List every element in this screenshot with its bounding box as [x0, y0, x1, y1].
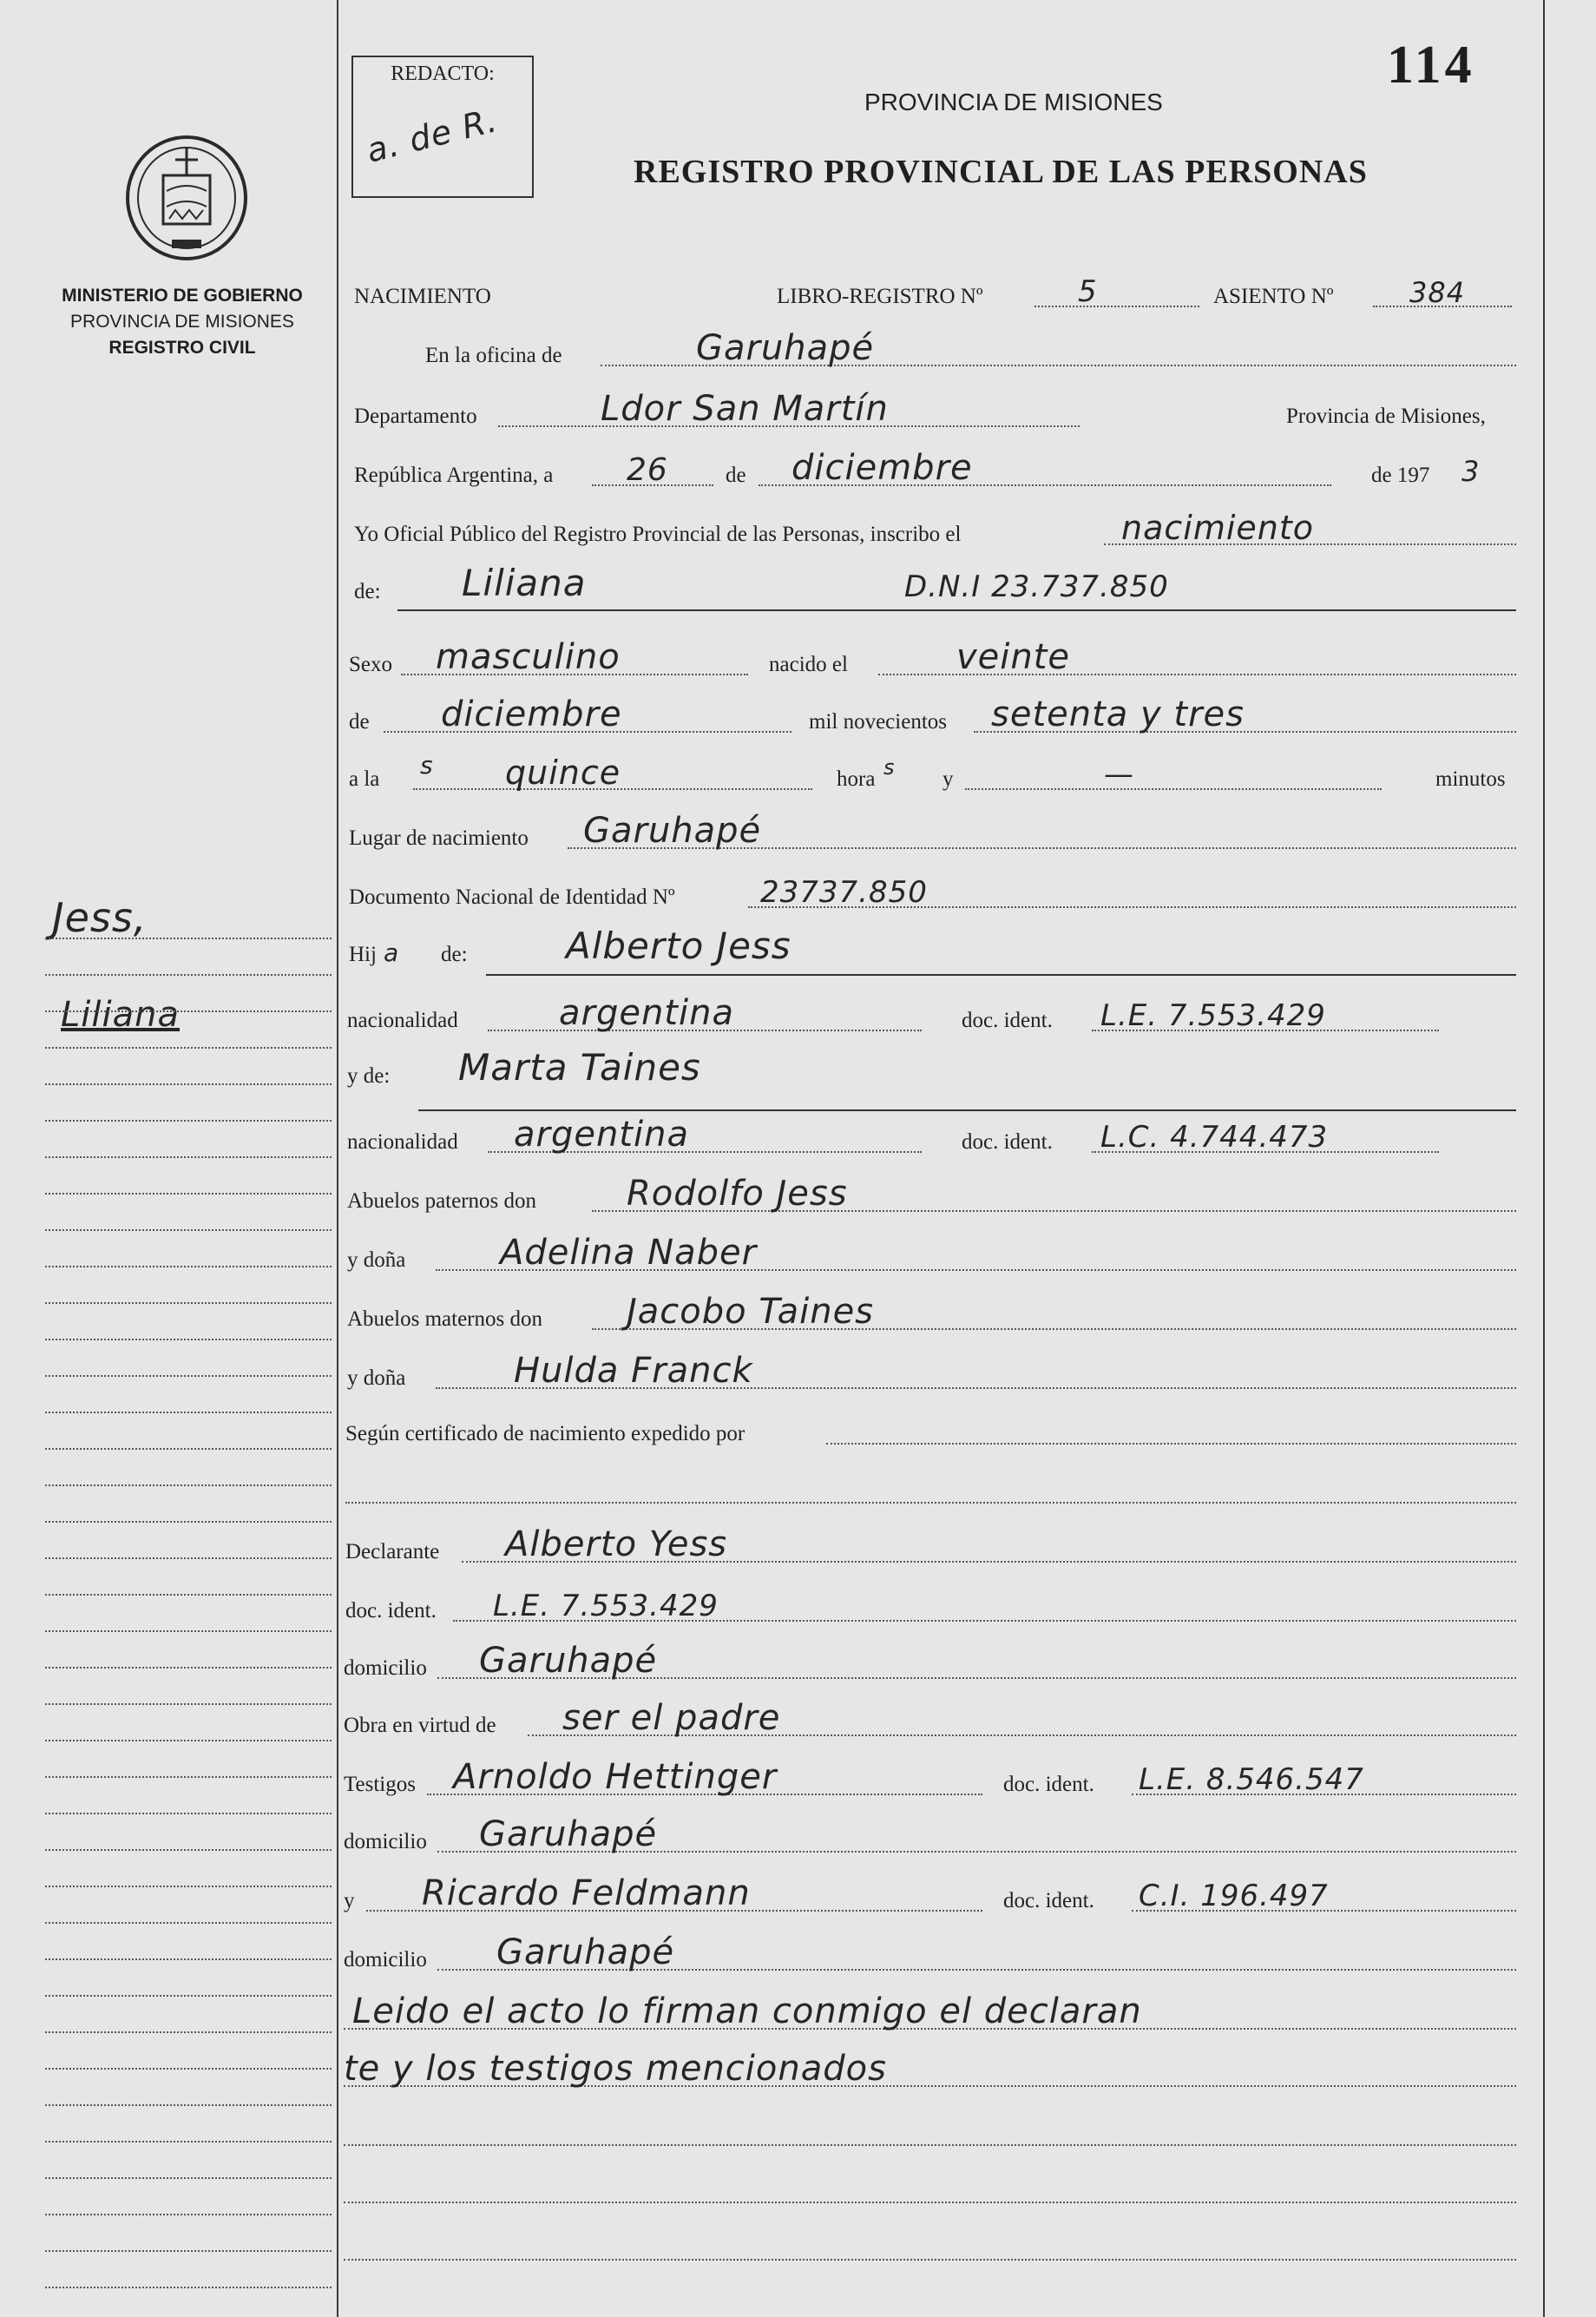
madre-value: Marta Taines — [458, 1046, 701, 1089]
row-testigo1 — [340, 1757, 1516, 1800]
row-departamento — [340, 389, 1516, 432]
hora-prefix: s — [420, 751, 434, 780]
row-abuelos-maternos — [340, 1292, 1516, 1335]
margin-rule — [45, 1740, 332, 1741]
margin-rule — [45, 1886, 332, 1887]
margin-rule — [45, 1229, 332, 1231]
hora-label: hora — [837, 767, 876, 791]
row-abuela-materna — [340, 1351, 1516, 1394]
fecha-de-label: de — [726, 464, 746, 487]
row-nac2 — [340, 1115, 1516, 1158]
doc2-label: doc. ident. — [962, 1130, 1053, 1154]
row-doc-declarante — [340, 1589, 1516, 1627]
margin-rule — [45, 1594, 332, 1596]
hora-value: quince — [505, 754, 621, 792]
blank3-dots — [344, 2259, 1516, 2261]
dom2-value: Garuhapé — [479, 1814, 658, 1854]
nac2-label: nacionalidad — [347, 1130, 458, 1154]
yde-label: y de: — [347, 1064, 391, 1088]
margin-rule — [45, 1703, 332, 1705]
margin-rule — [45, 1630, 332, 1632]
margin-rule — [45, 1339, 332, 1340]
dni-num-value: 23737.850 — [760, 875, 928, 910]
margin-rule — [45, 2031, 332, 2033]
nacido-value: veinte — [956, 637, 1071, 677]
doct2-value: C.I. 196.497 — [1139, 1879, 1329, 1913]
hija-label-b: a — [384, 938, 400, 967]
left-vertical-rule — [337, 0, 338, 2317]
ydona1-label: y doña — [347, 1248, 406, 1272]
row-domicilio3 — [340, 1932, 1516, 1976]
min-value: — — [1104, 757, 1134, 792]
row-abuela-paterna — [340, 1233, 1516, 1276]
y2-label: y — [344, 1889, 355, 1912]
margin-rule — [45, 1849, 332, 1851]
hija-label-a: Hij — [349, 943, 377, 966]
abp2-value: Adelina Naber — [500, 1233, 758, 1273]
row-nac1 — [340, 993, 1516, 1037]
margin-rule — [45, 1302, 332, 1304]
oficina-label: En la oficina de — [425, 344, 562, 367]
margin-rule — [45, 1156, 332, 1158]
provincial-seal — [122, 130, 252, 260]
ala-label: a la — [349, 767, 380, 791]
anio-value: 3 — [1461, 455, 1481, 488]
margin-rule — [45, 1995, 332, 1997]
asiento-label: ASIENTO Nº — [1213, 285, 1334, 308]
ydona2-label: y doña — [347, 1366, 406, 1390]
margin-rule — [45, 1412, 332, 1413]
dom1-value: Garuhapé — [479, 1641, 658, 1681]
libro-value: 5 — [1078, 274, 1098, 309]
sexo-label: Sexo — [349, 653, 392, 676]
nacimiento-label: NACIMIENTO — [354, 285, 491, 308]
row-fecha — [340, 448, 1516, 491]
margin-rule — [45, 1120, 332, 1122]
margin-rule — [45, 2177, 332, 2179]
dom3-label: domicilio — [344, 1948, 427, 1971]
nac2-value: argentina — [514, 1115, 689, 1155]
margin-rule — [45, 2287, 332, 2288]
departamento-label: Departamento — [354, 405, 477, 428]
margin-rule — [45, 2141, 332, 2143]
segun-dots — [826, 1443, 1516, 1445]
nombre-underline — [397, 609, 1516, 611]
row-oficina — [340, 328, 1516, 372]
margin-rule — [45, 1448, 332, 1450]
ministry-line1: MINISTERIO DE GOBIERNO — [62, 286, 303, 306]
anio-de-label: de — [349, 710, 370, 734]
doct1-label: doc. ident. — [1003, 1773, 1094, 1796]
row-nombre — [340, 562, 1516, 608]
segun-label: Según certificado de nacimiento expedido por — [345, 1422, 745, 1445]
margin-rule — [45, 1266, 332, 1267]
dom2-label: domicilio — [344, 1830, 427, 1853]
padre-underline — [486, 974, 1516, 976]
testigos-label: Testigos — [344, 1773, 416, 1796]
folio-number: 114 — [1387, 36, 1475, 95]
departamento-value: Ldor San Martín — [601, 389, 889, 429]
nombre-de-label: de: — [354, 580, 381, 603]
testigo2-value: Ricardo Feldmann — [422, 1873, 751, 1913]
margin-rule — [45, 1521, 332, 1523]
padre-value: Alberto Jess — [566, 925, 791, 967]
docdecl-value: L.E. 7.553.429 — [493, 1589, 719, 1623]
mil-label: mil novecientos — [809, 710, 947, 734]
nombre-value: Liliana — [462, 562, 587, 604]
margin-rule — [45, 1667, 332, 1669]
minutos-label: minutos — [1435, 767, 1506, 791]
obra-label: Obra en virtud de — [344, 1714, 496, 1737]
redacto-box — [351, 56, 534, 198]
row-blank-2 — [340, 2170, 1516, 2208]
margin-rule — [45, 2104, 332, 2106]
margin-rule — [45, 1010, 332, 1012]
asiento-value: 384 — [1409, 276, 1466, 309]
republica-label: República Argentina, a — [354, 464, 554, 487]
row-testigo2 — [340, 1873, 1516, 1917]
row-anio-texto — [340, 694, 1516, 738]
row-hora — [340, 751, 1516, 795]
registry-heading: REGISTRO PROVINCIAL DE LAS PERSONAS — [634, 154, 1368, 190]
row-segun-extra — [340, 1471, 1516, 1509]
ministry-line3: REGISTRO CIVIL — [108, 338, 256, 358]
margin-rule — [45, 938, 332, 939]
margin-rule — [45, 1484, 332, 1486]
declarante-label: Declarante — [345, 1540, 440, 1563]
abm-label: Abuelos maternos don — [347, 1307, 542, 1331]
nac1-label: nacionalidad — [347, 1009, 458, 1032]
row-blank-3 — [340, 2228, 1516, 2266]
row-segun — [340, 1412, 1516, 1450]
nombre-dni-value: D.N.I 23.737.850 — [904, 569, 1169, 604]
libro-dots — [1034, 306, 1199, 307]
blank2-dots — [344, 2202, 1516, 2203]
margin-rule — [45, 974, 332, 976]
obra-value: ser el padre — [562, 1698, 781, 1738]
redacto-value: a. de R. — [362, 101, 502, 170]
docdecl-label: doc. ident. — [345, 1599, 437, 1623]
margin-rule — [45, 2250, 332, 2252]
row-lugar — [340, 811, 1516, 854]
abp-label: Abuelos paternos don — [347, 1189, 537, 1213]
margin-rule — [45, 1776, 332, 1778]
row-hija — [340, 925, 1516, 971]
leido-line2: te y los testigos mencionados — [344, 2049, 887, 2089]
provincia-label: Provincia de Misiones, — [1286, 405, 1486, 428]
redacto-label: REDACTO: — [391, 63, 495, 85]
hora-suffix: s — [883, 755, 896, 780]
testigo1-value: Arnoldo Hettinger — [453, 1757, 778, 1797]
margin-rule — [45, 2068, 332, 2070]
doct1-value: L.E. 8.546.547 — [1139, 1762, 1364, 1797]
row-nacimiento — [340, 274, 1516, 313]
mes-value: diciembre — [791, 448, 973, 488]
margin-given-name: Liliana — [61, 995, 180, 1035]
margin-rule — [45, 1557, 332, 1559]
libro-label: LIBRO-REGISTRO Nº — [777, 285, 983, 308]
madre-underline — [418, 1109, 1516, 1111]
right-vertical-rule — [1543, 0, 1545, 2317]
margin-rule — [45, 1922, 332, 1924]
anio-label: de 197 — [1371, 464, 1430, 487]
dom1-label: domicilio — [344, 1656, 427, 1680]
row-domicilio2 — [340, 1814, 1516, 1858]
doct2-label: doc. ident. — [1003, 1889, 1094, 1912]
doc1-value: L.E. 7.553.429 — [1100, 998, 1326, 1033]
dia-value: 26 — [627, 452, 668, 488]
nacido-label: nacido el — [769, 653, 848, 676]
margin-rule — [45, 1047, 332, 1049]
row-dni — [340, 875, 1516, 913]
doc1-label: doc. ident. — [962, 1009, 1053, 1032]
nac1-value: argentina — [559, 993, 734, 1033]
oficial-value: nacimiento — [1121, 509, 1315, 547]
lugar-value: Garuhapé — [583, 811, 762, 851]
abm-value: Jacobo Taines — [627, 1292, 875, 1332]
margin-rule — [45, 2214, 332, 2215]
lugar-label: Lugar de nacimiento — [349, 826, 529, 850]
mes2-value: diciembre — [441, 694, 622, 734]
ministry-block — [35, 283, 330, 361]
row-obra — [340, 1698, 1516, 1741]
margin-rule — [45, 1813, 332, 1814]
margin-rule — [45, 1193, 332, 1195]
hija-label-c: de: — [441, 943, 468, 966]
province-heading: PROVINCIA DE MISIONES — [864, 89, 1163, 115]
row-domicilio1 — [340, 1641, 1516, 1684]
minutos-dots — [965, 788, 1382, 790]
hora-y-label: y — [942, 767, 954, 791]
row-blank-1 — [340, 2113, 1516, 2151]
segun-extra-dots — [345, 1502, 1516, 1504]
oficial-label: Yo Oficial Público del Registro Provincial de las Personas, inscribo el — [354, 523, 962, 546]
row-sexo — [340, 637, 1516, 681]
leido-line1: Leido el acto lo firman conmigo el declaran — [352, 1991, 1142, 2031]
row-oficial — [340, 509, 1516, 550]
ministry-line2: PROVINCIA DE MISIONES — [70, 312, 294, 332]
blank1-dots — [344, 2144, 1516, 2146]
doc2-value: L.C. 4.744.473 — [1100, 1120, 1329, 1155]
margin-rule — [45, 1375, 332, 1377]
row-leido-1 — [340, 1991, 1516, 2035]
margin-surname: Jess, — [52, 894, 148, 941]
abm2-value: Hulda Franck — [514, 1351, 753, 1391]
dom3-value: Garuhapé — [496, 1932, 675, 1972]
declarante-value: Alberto Yess — [505, 1524, 728, 1564]
row-leido-2 — [340, 2049, 1516, 2092]
margin-rule — [45, 1958, 332, 1960]
oficina-value: Garuhapé — [696, 328, 875, 368]
dni-label: Documento Nacional de Identidad Nº — [349, 885, 675, 909]
margin-rule — [45, 1083, 332, 1085]
row-declarante — [340, 1524, 1516, 1568]
abp-value: Rodolfo Jess — [627, 1174, 848, 1214]
anio-texto-value: setenta y tres — [991, 694, 1245, 734]
row-abuelos-paternos — [340, 1174, 1516, 1217]
row-madre — [340, 1046, 1516, 1092]
sexo-value: masculino — [436, 637, 621, 677]
